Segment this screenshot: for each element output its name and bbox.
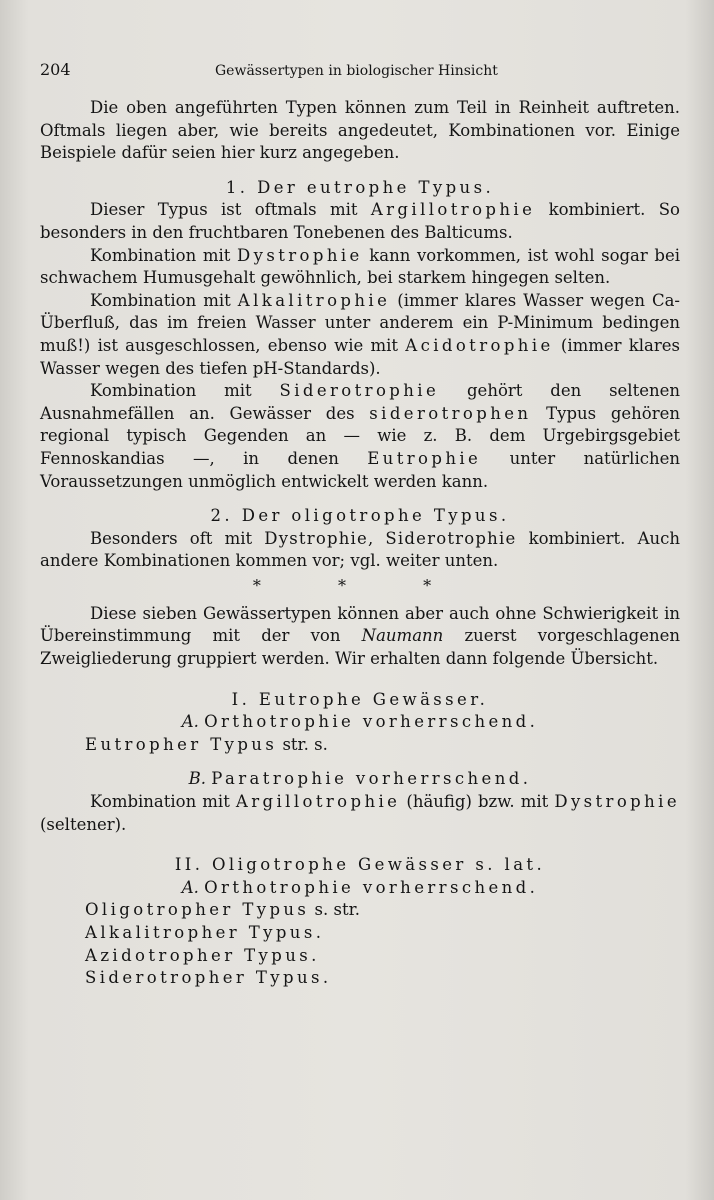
group1-title: I. Eutrophe Gewässer.: [231, 689, 489, 709]
section1-title: 1. Der eutrophe Typus.: [225, 177, 495, 197]
term-argillotrophie: Argillotrophie: [370, 200, 536, 220]
term-eutrophie: Eutrophie: [367, 448, 482, 468]
group2-title: II. Oligotrophe Gewässer s. lat.: [174, 855, 546, 875]
term-siderotrophie: Siderotrophie: [279, 381, 440, 401]
section-separator: * * *: [252, 575, 468, 595]
group2-sub-a: A. Orthotrophie vorherrschend.: [181, 877, 539, 897]
group1-sub-a-item: Eutropher Typus str. s.: [85, 734, 328, 754]
section1-paragraph-2: Kombination mit Dystrophie kann vorkommen, ist wohl sogar bei schwachem Humusgehalt gewöhnlich, bei starkem hingegen selten.: [40, 245, 680, 288]
page-number: 204: [40, 60, 71, 79]
group2-item-1: Oligotropher Typus s. str.: [85, 900, 360, 920]
term-alkalitrophie: Alkalitrophie: [237, 290, 391, 310]
running-title: Gewässertypen in biologischer Hinsicht: [215, 63, 498, 79]
term-dystrophie: Dystrophie: [236, 245, 363, 265]
intro-paragraph: Die oben angeführten Typen können zum Teil in Reinheit auftreten. Oftmals liegen aber, wie bereits angedeutet, Kombinationen vor. Einige Beispiele dafür seien hier kurz angegeben.: [40, 98, 680, 163]
term-acidotrophie: Acidotrophie: [405, 335, 554, 355]
group2-item-3: Azidotropher Typus.: [85, 945, 317, 965]
term-dystrophie-2: Dystrophie: [264, 528, 368, 548]
section2-paragraph-1: Besonders oft mit Dystrophie, Siderotrophie kombiniert. Auch andere Kombinationen kommen vor; vgl. weiter unten.: [40, 528, 680, 571]
term-siderotrophie-2: Siderotrophie: [385, 528, 517, 548]
section1-paragraph-1: Dieser Typus ist oftmals mit Argillotrophie kombiniert. So besonders in den fruchtbaren Tonebenen des Balticums.: [40, 200, 680, 242]
section1-paragraph-3: Kombination mit Alkalitrophie (immer klares Wasser wegen Ca-Überfluß, das im freien Wasser unter anderem ein P-Minimum bedingen muß!) ist ausgeschlossen, ebenso wie mit Acidotrophie (immer klares Wasser wegen des tiefen pH-Standards).: [40, 290, 680, 378]
group1-sub-b-text: Kombination mit Argillotrophie (häufig) bzw. mit Dystrophie (seltener).: [40, 792, 681, 834]
author-naumann: Naumann: [361, 626, 444, 646]
page-header: [40, 60, 680, 79]
section2-title: 2. Der oligotrophe Typus.: [210, 506, 510, 526]
section1-paragraph-4: Kombination mit Siderotrophie gehört den seltenen Ausnahmefällen an. Gewässer des siderotrophen Typus gehören regional typisch Gegenden an — wie z. B. dem Urgebirgsgebiet Fennoskandias —, in denen Eutrophie unter natürlichen Voraussetzungen unmöglich entwickelt werden kann.: [40, 381, 680, 491]
summary-paragraph: Diese sieben Gewässertypen können aber auch ohne Schwierigkeit in Übereinstimmung mit der von Naumann zuerst vorgeschlagenen Zweigliederung gruppiert werden. Wir erhalten dann folgende Übersicht.: [40, 603, 680, 669]
group1-sub-a: A. Orthotrophie vorherrschend.: [181, 712, 539, 732]
group2-item-2: Alkalitropher Typus.: [85, 923, 321, 942]
group1-sub-b: B. Paratrophie vorherrschend.: [188, 769, 532, 789]
term-siderotrophen: siderotrophen: [369, 403, 532, 423]
group2-item-4: Siderotropher Typus.: [85, 968, 329, 988]
